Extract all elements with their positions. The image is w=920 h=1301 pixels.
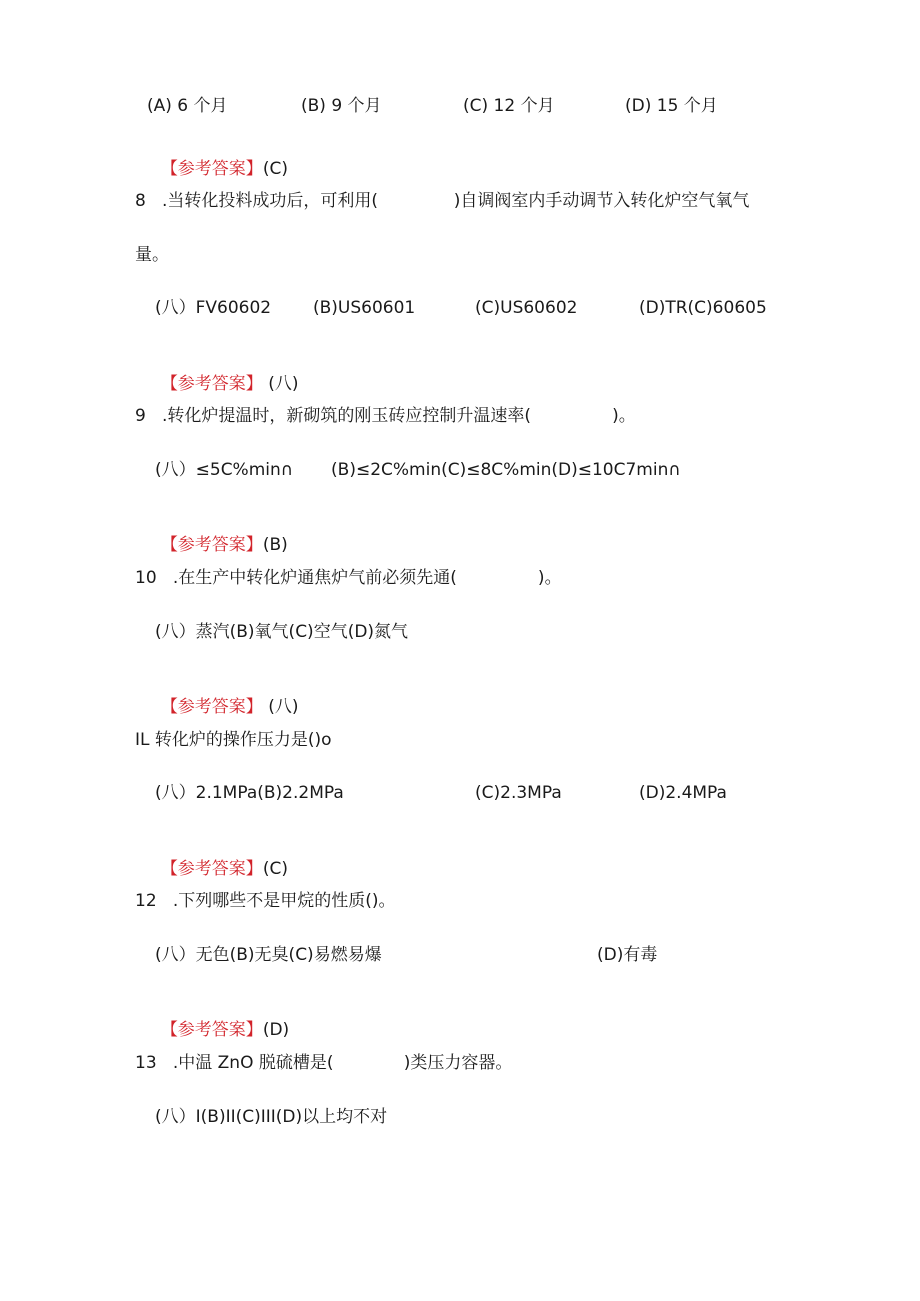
q11-option-d: (D)2.4MPa: [639, 783, 727, 803]
q8-option-d: (D)TR(C)60605: [639, 298, 767, 318]
q8-text-line1: 8 .当转化投料成功后，可利用( )自调阀室内手动调节入转化炉空气氧气: [135, 191, 750, 211]
q8-option-c: (C)US60602: [475, 298, 578, 318]
q9-text: 9 .转化炉提温时，新砌筑的刚玉砖应控制升温速率( )。: [135, 406, 636, 426]
q12-option-abc: (八）无色(B)无臭(C)易燃易爆: [155, 945, 382, 965]
answer-label: 【参考答案】: [160, 697, 263, 717]
answer-label: 【参考答案】: [160, 159, 263, 179]
q8-answer: [150, 351, 298, 395]
q7-option-b: (B) 9 个月: [301, 96, 382, 116]
answer-label: 【参考答案】: [160, 1020, 263, 1040]
q7-option-a: (A) 6 个月: [147, 96, 228, 116]
answer-label: 【参考答案】: [160, 535, 263, 555]
q11-text: IL 转化炉的操作压力是()o: [135, 730, 332, 750]
answer-value: (C): [262, 159, 288, 179]
q8-option-a: (八）FV60602: [155, 298, 272, 318]
q9-options: (八）≤5C%min∩ (B)≤2C%min(C)≤8C%min(D)≤10C7min∩: [155, 460, 681, 480]
q13-options: (八）I(B)II(C)III(D)以上均不对: [155, 1107, 388, 1127]
answer-label: 【参考答案】: [160, 374, 263, 394]
q12-text: 12 .下列哪些不是甲烷的性质()。: [135, 891, 396, 911]
q12-answer: [150, 997, 289, 1041]
q10-options: (八）蒸汽(B)氧气(C)空气(D)氮气: [155, 622, 409, 642]
answer-value: (D): [262, 1020, 290, 1040]
q11-option-c: (C)2.3MPa: [475, 783, 562, 803]
answer-value: (八): [268, 374, 299, 394]
q7-answer: [150, 136, 288, 180]
answer-value: (C): [262, 859, 288, 879]
answer-value: (B): [262, 535, 288, 555]
q10-text: 10 .在生产中转化炉通焦炉气前必须先通( )。: [135, 568, 562, 588]
q12-option-d: (D)有毒: [597, 945, 658, 965]
q7-option-c: (C) 12 个月: [463, 96, 555, 116]
q10-answer: [150, 674, 298, 718]
answer-label: 【参考答案】: [160, 859, 263, 879]
q9-answer: [150, 512, 288, 556]
answer-value: (八): [268, 697, 299, 717]
q7-option-d: (D) 15 个月: [625, 96, 718, 116]
q8-text-line2: 量。: [135, 245, 169, 265]
q11-option-ab: (八）2.1MPa(B)2.2MPa: [155, 783, 344, 803]
q8-option-b: (B)US60601: [313, 298, 416, 318]
q13-text: 13 .中温 ZnO 脱硫槽是( )类压力容器。: [135, 1053, 513, 1073]
q11-answer: [150, 836, 288, 880]
